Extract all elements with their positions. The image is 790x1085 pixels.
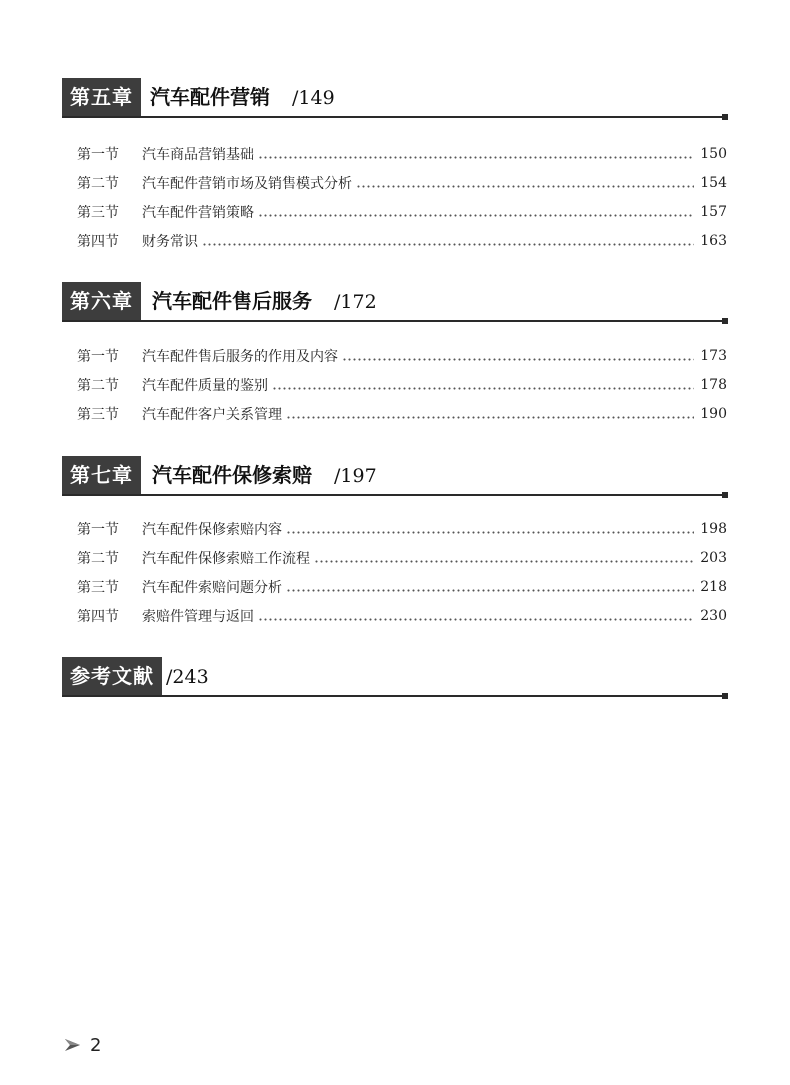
dot-leader: [314, 560, 694, 563]
dot-leader: [286, 416, 694, 419]
section-list-chapter-7: [77, 514, 727, 630]
chapter-label: 第五章: [62, 78, 141, 116]
chapter-rule: [62, 320, 726, 322]
section-label: 第四节: [77, 233, 119, 250]
section-title: 汽车配件保修索赔内容: [142, 521, 282, 538]
section-page: 173: [700, 347, 727, 364]
toc-entry[interactable]: [77, 168, 727, 197]
section-label: 第二节: [77, 550, 119, 567]
toc-entry[interactable]: [77, 341, 727, 370]
dot-leader: [342, 358, 694, 361]
page-number: 2: [90, 1034, 102, 1056]
section-page: 230: [700, 607, 727, 624]
rule-end-mark: [722, 693, 728, 699]
section-page: 157: [700, 203, 727, 220]
section-title: 汽车配件售后服务的作用及内容: [142, 348, 338, 365]
chapter-title-row: [150, 78, 335, 116]
references-heading: [62, 657, 726, 695]
chapter-page: /243: [166, 666, 209, 688]
dot-leader: [272, 387, 694, 390]
section-label: 第二节: [77, 175, 119, 192]
chapter-title: 汽车配件保修索赔: [152, 463, 312, 487]
section-list-chapter-5: [77, 139, 727, 255]
section-title: 财务常识: [142, 233, 198, 250]
section-page: 154: [700, 174, 727, 191]
section-label: 第一节: [77, 146, 119, 163]
page-footer: [64, 1034, 101, 1056]
toc-entry[interactable]: [77, 514, 727, 543]
section-page: 198: [700, 520, 727, 537]
section-label: 第三节: [77, 204, 119, 221]
section-title: 索赔件管理与返回: [142, 608, 254, 625]
toc-entry[interactable]: [77, 197, 727, 226]
chapter-rule: [62, 695, 726, 697]
section-page: 163: [700, 232, 727, 249]
toc-entry[interactable]: [77, 399, 727, 428]
section-title: 汽车配件质量的鉴别: [142, 377, 268, 394]
rule-end-mark: [722, 492, 728, 498]
section-label: 第一节: [77, 348, 119, 365]
section-list-chapter-6: [77, 341, 727, 428]
dot-leader: [202, 243, 694, 246]
chapter-heading-7: [62, 456, 726, 494]
chapter-page: /149: [292, 87, 335, 109]
toc-entry[interactable]: [77, 370, 727, 399]
chapter-title-row: [166, 657, 209, 695]
toc-entry[interactable]: [77, 601, 727, 630]
section-title: 汽车配件营销策略: [142, 204, 254, 221]
toc-entry[interactable]: [77, 139, 727, 168]
rule-end-mark: [722, 318, 728, 324]
section-title: 汽车商品营销基础: [142, 146, 254, 163]
chapter-rule: [62, 494, 726, 496]
toc-entry[interactable]: [77, 572, 727, 601]
chapter-label: 参考文献: [62, 657, 162, 695]
dot-leader: [258, 156, 694, 159]
section-page: 150: [700, 145, 727, 162]
chapter-heading-6: [62, 282, 726, 320]
chapter-page: /197: [334, 465, 377, 487]
chapter-title-row: [152, 282, 377, 320]
dot-leader: [286, 531, 694, 534]
chapter-title-row: [152, 456, 377, 494]
dot-leader: [286, 589, 694, 592]
section-title: 汽车配件索赔问题分析: [142, 579, 282, 596]
chapter-label: 第七章: [62, 456, 141, 494]
section-page: 190: [700, 405, 727, 422]
section-page: 203: [700, 549, 727, 566]
chapter-title: 汽车配件售后服务: [152, 289, 312, 313]
section-label: 第三节: [77, 406, 119, 423]
section-label: 第四节: [77, 608, 119, 625]
section-label: 第三节: [77, 579, 119, 596]
arrow-right-icon: [64, 1037, 82, 1053]
section-page: 178: [700, 376, 727, 393]
chapter-rule: [62, 116, 726, 118]
section-label: 第二节: [77, 377, 119, 394]
toc-entry[interactable]: [77, 543, 727, 572]
chapter-heading-5: [62, 78, 726, 116]
dot-leader: [258, 214, 694, 217]
section-page: 218: [700, 578, 727, 595]
rule-end-mark: [722, 114, 728, 120]
dot-leader: [258, 618, 694, 621]
section-title: 汽车配件客户关系管理: [142, 406, 282, 423]
section-title: 汽车配件营销市场及销售模式分析: [142, 175, 352, 192]
chapter-label: 第六章: [62, 282, 141, 320]
section-title: 汽车配件保修索赔工作流程: [142, 550, 310, 567]
toc-entry[interactable]: [77, 226, 727, 255]
chapter-page: /172: [334, 291, 377, 313]
chapter-title: 汽车配件营销: [150, 85, 270, 109]
dot-leader: [356, 185, 694, 188]
section-label: 第一节: [77, 521, 119, 538]
